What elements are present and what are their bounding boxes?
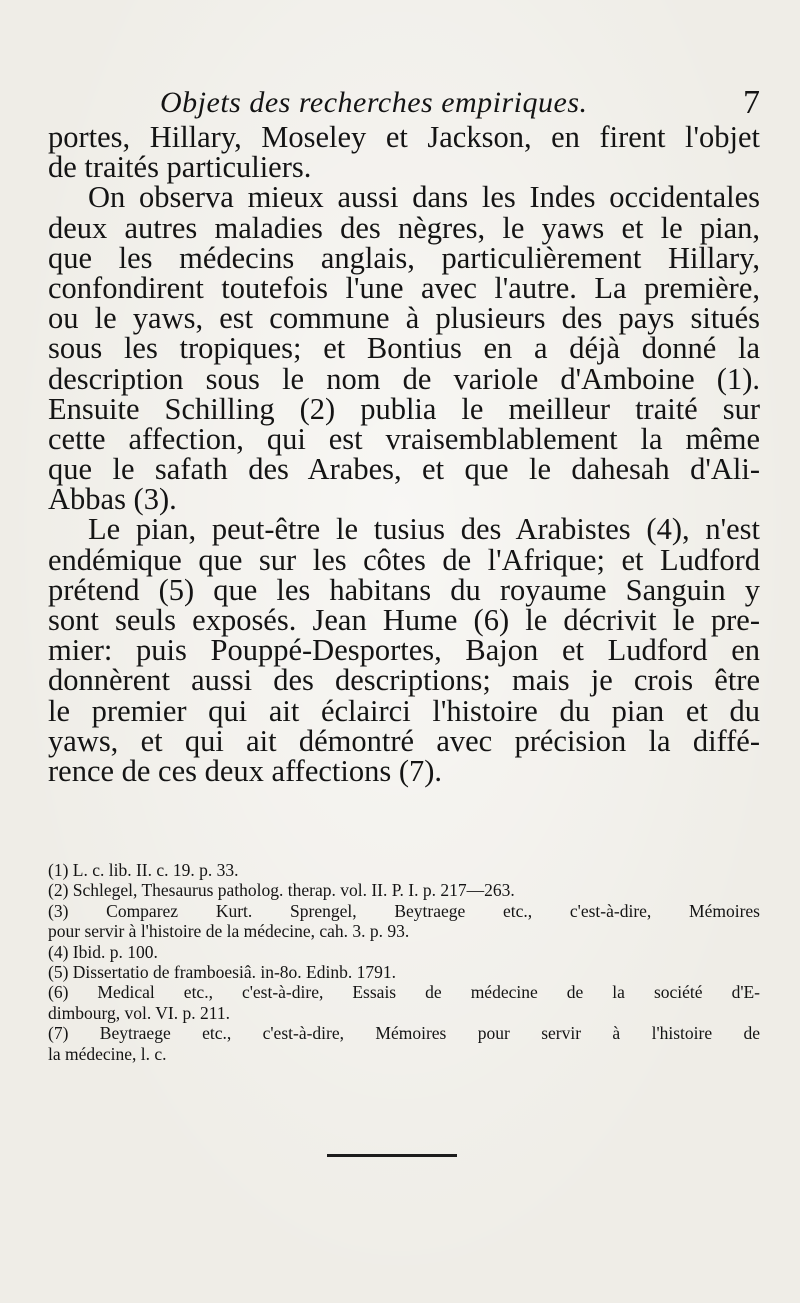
text-line: endémique que sur les côtes de l'Afrique; et Ludford xyxy=(48,542,760,577)
page-number: 7 xyxy=(743,84,760,121)
text-line: que le safath des Arabes, et que le dahesah d'Ali- xyxy=(48,452,760,487)
footnote: (7) Beytraege etc., c'est-à-dire, Mémoires pour servir à l'histoire de xyxy=(48,1023,760,1044)
text-line: de traités particuliers. xyxy=(48,150,312,185)
footnote: (3) Comparez Kurt. Sprengel, Beytraege etc., c'est-à-dire, Mémoires xyxy=(48,900,760,921)
text-line: portes, Hillary, Moseley et Jackson, en firent l'objet xyxy=(48,120,760,154)
running-title: Objets des recherches empiriques. xyxy=(160,86,588,119)
text-line: On observa mieux aussi dans les Indes occidentales xyxy=(88,180,760,215)
text-line: rence de ces deux affections (7). xyxy=(48,753,443,788)
footnote-continuation: dimbourg, vol. VI. p. 211. xyxy=(48,1002,230,1023)
text-line: donnèrent aussi des descriptions; mais je crois être xyxy=(48,663,760,698)
footnote-continuation: pour servir à l'histoire de la médecine, cah. 3. p. 93. xyxy=(48,921,410,942)
closing-rule xyxy=(327,1154,457,1157)
text-line: description sous le nom de variole d'Amboine (1). xyxy=(48,361,760,396)
text-line: sont seuls exposés. Jean Hume (6) le décrivit le pre- xyxy=(48,603,760,637)
text-line: cette affection, qui est vraisemblablement la même xyxy=(48,421,760,456)
text-line: mier: puis Pouppé-Desportes, Bajon et Ludford en xyxy=(48,633,760,668)
text-line: confondirent toutefois l'une avec l'autre. La première, xyxy=(48,270,760,305)
text-line: sous les tropiques; et Bontius en a déjà donné la xyxy=(48,331,760,366)
footnote: (5) Dissertatio de framboesiâ. in-8o. Edinb. 1791. xyxy=(48,962,396,983)
text-line: le premier qui ait éclairci l'histoire du pian et du xyxy=(48,693,760,728)
footnotes xyxy=(48,860,760,1064)
main-text xyxy=(48,122,760,786)
running-header xyxy=(160,80,770,124)
text-line: que les médecins anglais, particulièrement Hillary, xyxy=(48,240,760,275)
footnote: (1) L. c. lib. II. c. 19. p. 33. xyxy=(48,860,239,880)
text-line: Le pian, peut-être le tusius des Arabistes (4), n'est xyxy=(88,512,760,547)
text-line: Abbas (3). xyxy=(48,482,177,517)
text-line: Ensuite Schilling (2) publia le meilleur traité sur xyxy=(48,391,760,426)
text-line: prétend (5) que les habitans du royaume Sanguin y xyxy=(48,572,760,607)
footnote: (6) Medical etc., c'est-à-dire, Essais de médecine de la société d'E- xyxy=(48,982,760,1003)
footnote: (4) Ibid. p. 100. xyxy=(48,941,158,962)
footnote-continuation: la médecine, l. c. xyxy=(48,1043,167,1064)
text-line: ou le yaws, est commune à plusieurs des pays situés xyxy=(48,301,760,336)
text-line: deux autres maladies des nègres, le yaws et le pian, xyxy=(48,210,760,245)
footnote: (2) Schlegel, Thesaurus patholog. therap. vol. II. P. I. p. 217—263. xyxy=(48,880,515,901)
text-line: yaws, et qui ait démontré avec précision la diffé- xyxy=(48,723,760,758)
